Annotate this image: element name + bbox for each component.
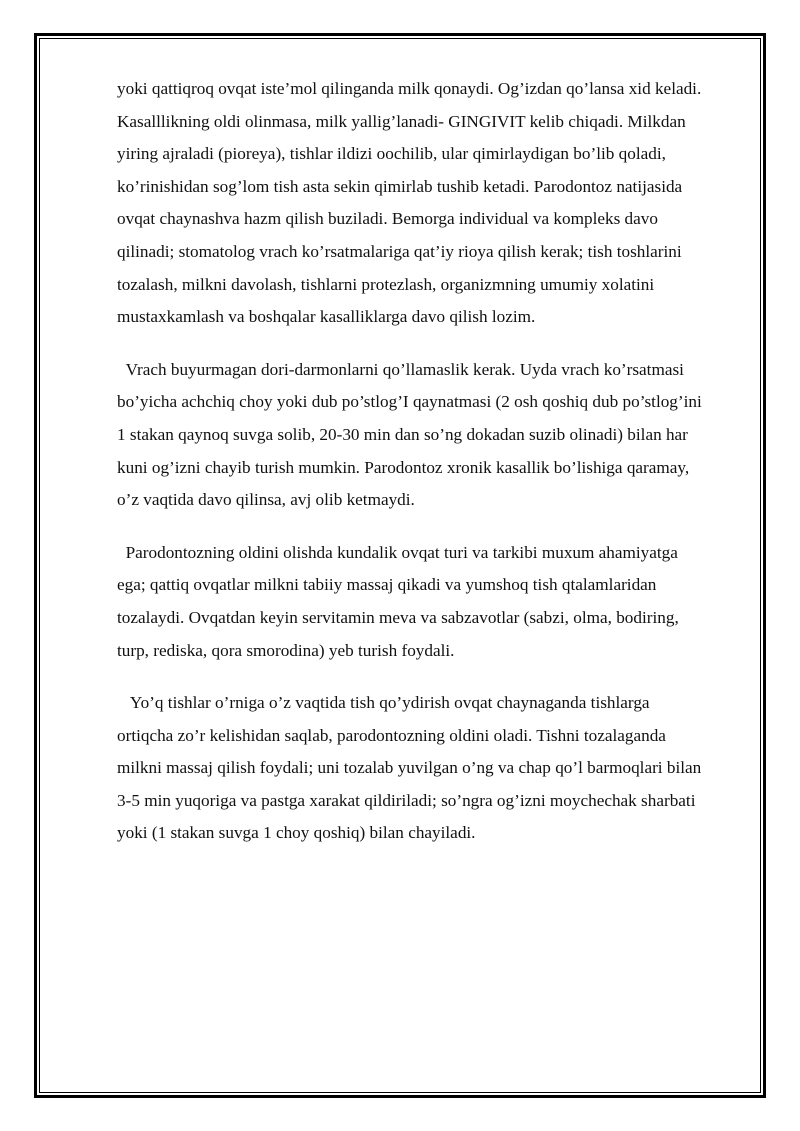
paragraph-3: Parodontozning oldini olishda kundalik ovqat turi va tarkibi muxum ahamiyatga ega; qattiq ovqatlar milkni tabiiy massaj qikadi va yumshoq tish qtalamlaridan tozalaydi. Ovqatdan keyin servitamin meva va sabzavotlar (sabzi, olma, bodiring, turp, rediska, qora smorodina) yeb turish foydali. <box>117 542 684 660</box>
paragraph-1: yoki qattiqroq ovqat iste’mol qilinganda milk qonaydi. Og’izdan qo’lansa xid keladi. Kasalllikning oldi olinmasa, milk yallig’lanadi- GINGIVIT kelib chiqadi. Milkdan yiring ajraladi (pioreya), tishlar ildizi oochilib, ular qimirlaydigan bo’lib qoladi, ko’rinishidan sog’lom tish asta sekin qimirlab tushib ketadi. Parodontoz natijasida ovqat chaynashva hazm qilish buziladi. Bemorga individual va kompleks davo qilinadi; stomatolog vrach ko’rsatmalariga qat’iy rioya qilish kerak; tish toshlarini tozalash, milkni davolash, tishlarni protezlash, organizmning umumiy xolatini mustaxkamlash va boshqalar kasalliklarga davo qilish lozim. <box>117 79 706 327</box>
paragraph-2: Vrach buyurmagan dori-darmonlarni qo’llamaslik kerak. Uyda vrach ko’rsatmasi bo’yicha achchiq choy yoki dub po’stlog’I qaynatmasi (2 osh qoshiq dub po’stlog’ini 1 stakan qaynoq suvga solib, 20-30 min dan so’ng dokadan suzib olinadi) bilan har kuni og’izni chayib turish mumkin. Parodontoz xronik kasallik bo’lishiga qaramay, o’z vaqtida davo qilinsa, avj olib ketmaydi. <box>117 359 707 510</box>
document-body <box>117 73 707 870</box>
paragraph-4: Yo’q tishlar o’rniga o’z vaqtida tish qo’ydirish ovqat chaynaganda tishlarga ortiqcha zo’r kelishidan saqlab, parodontozning oldini oladi. Tishni tozalaganda milkni massaj qilish foydali; uni tozalab yuvilgan o’ng va chap qo’l barmoqlari bilan 3-5 min yuqoriga va pastga xarakat qildiriladi; so’ngra og’izni moychechak sharbati yoki (1 stakan suvga 1 choy qoshiq) bilan chayiladi. <box>117 693 706 843</box>
